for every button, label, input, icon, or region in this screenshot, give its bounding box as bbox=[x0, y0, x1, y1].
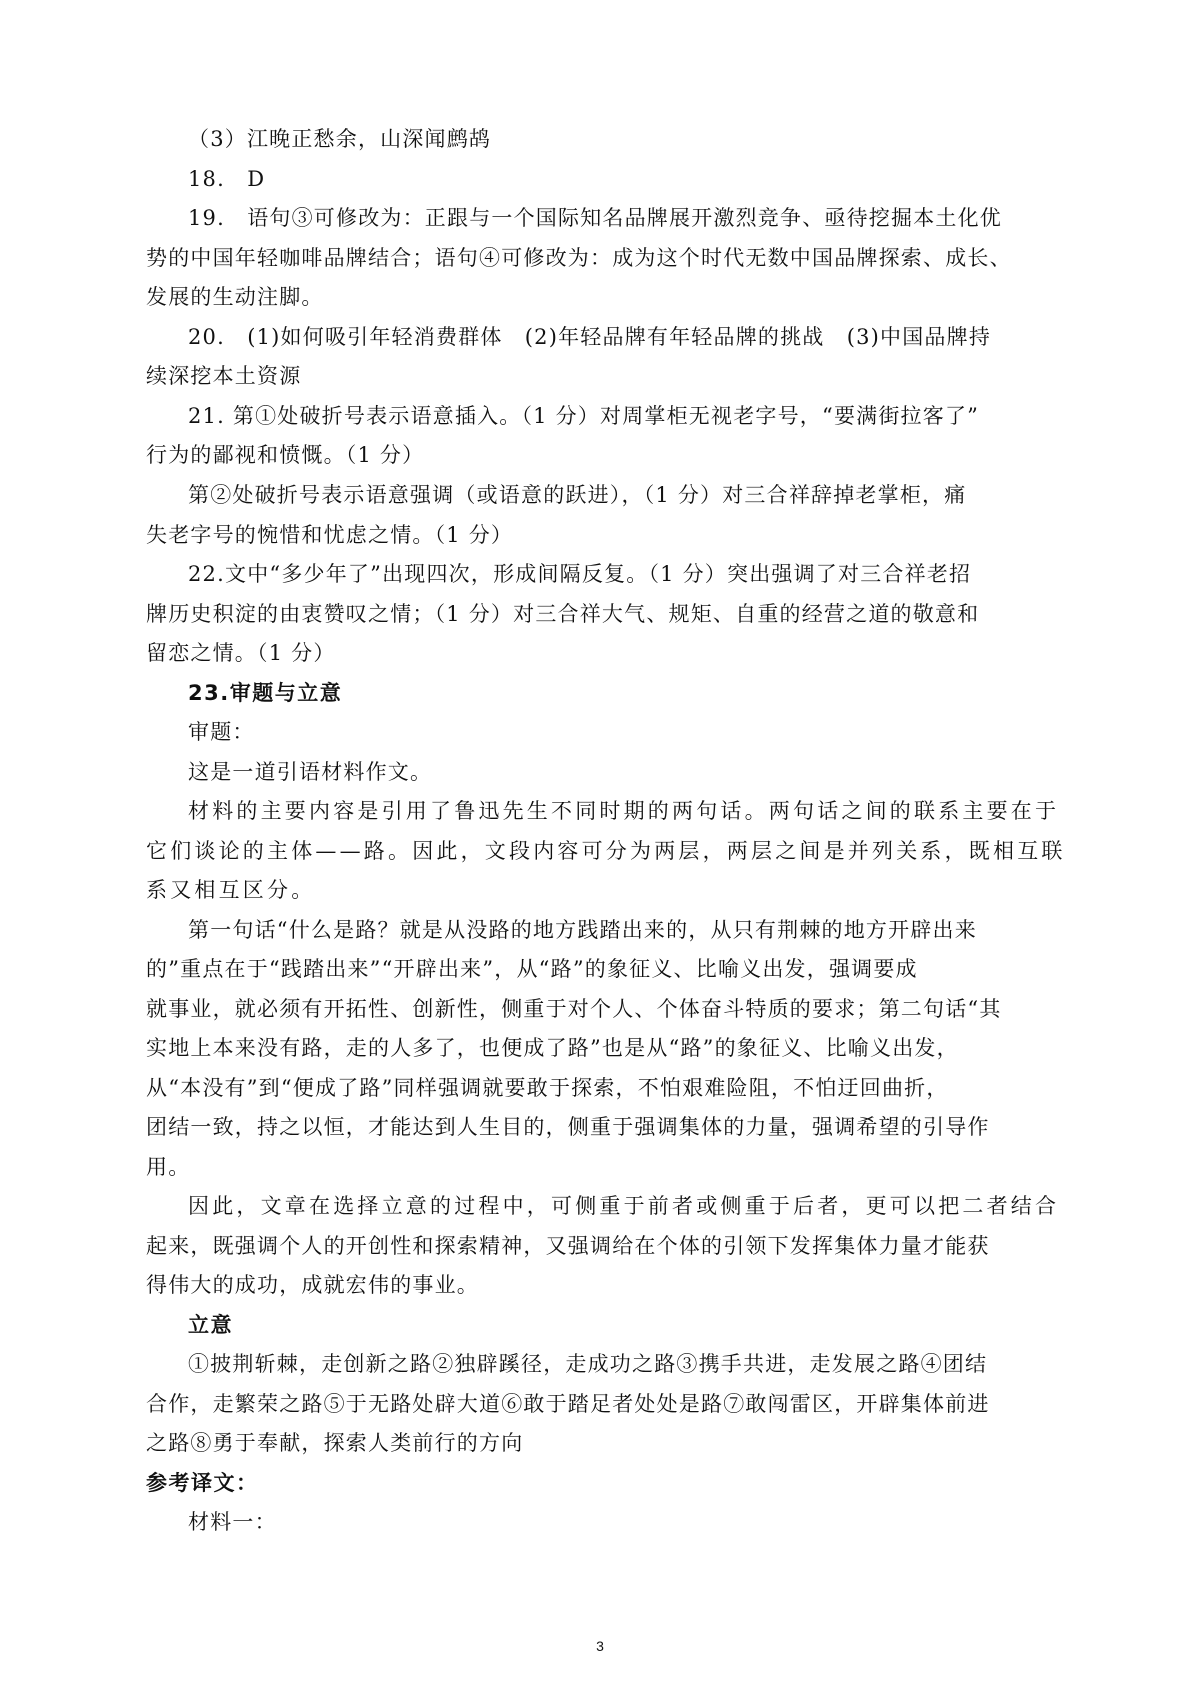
theme-list-line-2: 合作，走繁荣之路⑤于无路处辟大道⑥敢于踏足者处处是路⑦敢闯雷区，开辟集体前进 bbox=[146, 1392, 990, 1416]
answer-21-line-2: 行为的鄙视和愤慨。（1 分） bbox=[146, 443, 425, 467]
answer-19-line-1: 19. 语句③可修改为：正跟与一个国际知名品牌展开激烈竞争、亟待挖掘本土化优 bbox=[188, 206, 1002, 230]
answer-21-line-3: 第②处破折号表示语意强调（或语意的跃进），（1 分）对三合祥辞掉老掌柜，痛 bbox=[188, 483, 967, 507]
second-sentence-analysis-line-2: 从“本没有”到“便成了路”同样强调就要敢于探索，不怕艰难险阻，不怕迂回曲折， bbox=[146, 1076, 949, 1100]
second-sentence-analysis-line-4: 用。 bbox=[146, 1155, 191, 1179]
conclusion-line-1: 因此，文章在选择立意的过程中，可侧重于前者或侧重于后者，更可以把二者结合 bbox=[188, 1194, 1060, 1218]
conclusion-line-2: 起来，既强调个人的开创性和探索精神，又强调给在个体的引领下发挥集体力量才能获 bbox=[146, 1234, 990, 1258]
first-sentence-analysis-line-1: 第一句话“什么是路？就是从没路的地方践踏出来的，从只有荆棘的地方开辟出来 bbox=[188, 918, 977, 942]
page-number: 3 bbox=[596, 1638, 604, 1654]
section-heading-23: 23.审题与立意 bbox=[188, 681, 343, 705]
second-sentence-analysis-line-1: 实地上本来没有路，走的人多了，也便成了路”也是从“路”的象征义、比喻义出发， bbox=[146, 1036, 959, 1060]
essay-type-line: 这是一道引语材料作文。 bbox=[188, 760, 433, 784]
conclusion-line-3: 得伟大的成功，成就宏伟的事业。 bbox=[146, 1273, 479, 1297]
answer-20-line-2: 续深挖本土资源 bbox=[146, 364, 302, 388]
answer-18: 18. D bbox=[188, 167, 266, 191]
answer-21-line-1: 21. 第①处破折号表示语意插入。（1 分）对周掌柜无视老字号，“要满街拉客了” bbox=[188, 404, 980, 428]
first-sentence-analysis-line-2: 的”重点在于“践踏出来”“开辟出来”，从“路”的象征义、比喻义出发，强调要成 bbox=[146, 957, 918, 981]
answer-22-line-3: 留恋之情。（1 分） bbox=[146, 641, 336, 665]
second-sentence-analysis-line-3: 团结一致，持之以恒，才能达到人生目的，侧重于强调集体的力量，强调希望的引导作 bbox=[146, 1115, 990, 1139]
subheading-review: 审题： bbox=[188, 720, 255, 744]
subheading-theme: 立意 bbox=[188, 1313, 233, 1337]
theme-list-line-1: ①披荆斩棘，走创新之路②独辟蹊径，走成功之路③携手共进，走发展之路④团结 bbox=[188, 1352, 988, 1376]
first-sentence-analysis-line-3: 就事业，就必须有开拓性、创新性，侧重于对个人、个体奋斗特质的要求；第二句话“其 bbox=[146, 997, 1002, 1021]
material-analysis-line-3: 系又相互区分。 bbox=[146, 878, 316, 902]
theme-list-line-3: 之路⑧勇于奉献，探索人类前行的方向 bbox=[146, 1431, 524, 1455]
answer-19-line-2: 势的中国年轻咖啡品牌结合；语句④可修改为：成为这个时代无数中国品牌探索、成长、 bbox=[146, 246, 1012, 270]
answer-20-line-1: 20. (1)如何吸引年轻消费群体 (2)年轻品牌有年轻品牌的挑战 (3)中国品牌持 bbox=[188, 325, 992, 349]
reference-translation-heading: 参考译文： bbox=[146, 1471, 259, 1495]
answer-19-line-3: 发展的生动注脚。 bbox=[146, 285, 324, 309]
answer-22-line-2: 牌历史积淀的由衷赞叹之情；（1 分）对三合祥大气、规矩、自重的经营之道的敬意和 bbox=[146, 602, 980, 626]
material-analysis-line-1: 材料的主要内容是引用了鲁迅先生不同时期的两句话。两句话之间的联系主要在于 bbox=[188, 799, 1060, 823]
answer-22-line-1: 22.文中“多少年了”出现四次，形成间隔反复。（1 分）突出强调了对三合祥老招 bbox=[188, 562, 972, 586]
material-one-label: 材料一： bbox=[188, 1510, 277, 1534]
answer-17-3: （3）江晚正愁余，山深闻鹧鸪 bbox=[188, 127, 492, 151]
material-analysis-line-2: 它们谈论的主体——路。因此，文段内容可分为两层，两层之间是并列关系，既相互联 bbox=[146, 839, 1066, 863]
answer-21-line-4: 失老字号的惋惜和忧虑之情。（1 分） bbox=[146, 523, 514, 547]
